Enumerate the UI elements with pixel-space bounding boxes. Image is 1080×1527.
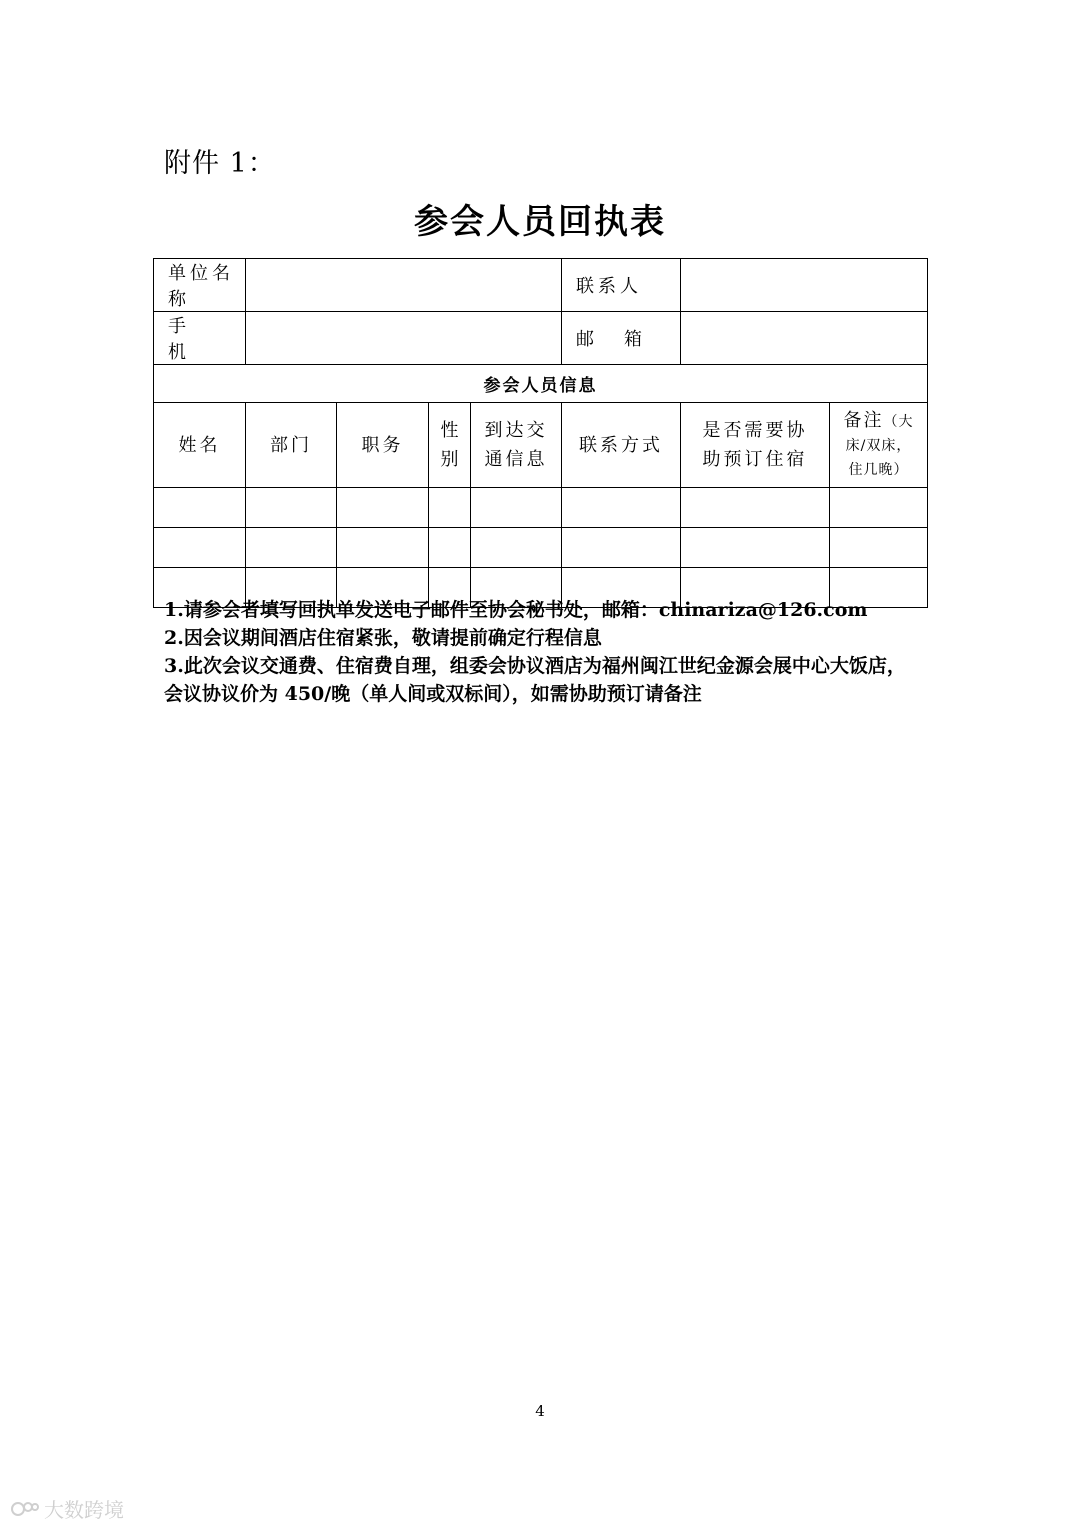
note-1: 1.请参会者填写回执单发送电子邮件至协会秘书处，邮箱：chinariza@126.com	[164, 599, 868, 621]
column-header-row	[154, 403, 928, 488]
note-3: 3.此次会议交通费、住宿费自理，组委会协议酒店为福州闽江世纪金源会展中心大饭店，会议协议价为 450/晚（单人间或双标间），如需协助预订请备注	[164, 655, 906, 705]
table-cell[interactable]	[429, 528, 471, 568]
email-field[interactable]	[681, 312, 928, 365]
col-arrival-line1: 到达交	[484, 420, 548, 441]
col-arrival-line2: 通信息	[484, 449, 548, 470]
phone-label-char-2: 机	[168, 342, 186, 363]
col-remark	[830, 403, 928, 488]
table-cell[interactable]	[246, 488, 337, 528]
table-cell[interactable]	[246, 528, 337, 568]
email-label-char-1: 邮	[576, 329, 594, 350]
col-name: 姓名	[154, 403, 246, 488]
email-label	[562, 312, 681, 365]
col-booking	[681, 403, 830, 488]
col-remark-line2: 床/双床，	[845, 438, 912, 454]
watermark-logo-icon	[10, 1498, 40, 1520]
col-gender-line2: 别	[440, 449, 459, 470]
table-cell[interactable]	[337, 528, 429, 568]
org-name-label: 单位名称	[154, 259, 246, 312]
notes-section	[164, 596, 924, 708]
email-label-char-2: 箱	[624, 329, 642, 350]
table-cell[interactable]	[154, 528, 246, 568]
table-row	[154, 488, 928, 528]
table-cell[interactable]	[830, 488, 928, 528]
org-row	[154, 259, 928, 312]
page-title: 参会人员回执表	[414, 202, 666, 242]
receipt-form-table	[153, 258, 928, 608]
col-booking-line2: 助预订住宿	[702, 449, 808, 470]
col-gender	[429, 403, 471, 488]
org-name-field[interactable]	[246, 259, 562, 312]
col-remark-line1: （大	[883, 414, 914, 430]
col-contact: 联系方式	[562, 403, 681, 488]
table-cell[interactable]	[154, 488, 246, 528]
col-arrival	[471, 403, 562, 488]
table-cell[interactable]	[562, 488, 681, 528]
col-position: 职务	[337, 403, 429, 488]
table-row	[154, 528, 928, 568]
page-number: 4	[535, 1402, 545, 1420]
phone-row	[154, 312, 928, 365]
contact-person-field[interactable]	[681, 259, 928, 312]
phone-field[interactable]	[246, 312, 562, 365]
col-remark-main: 备注	[843, 410, 884, 431]
table-cell[interactable]	[337, 488, 429, 528]
col-remark-line3: 住几晚）	[848, 462, 909, 478]
table-cell[interactable]	[681, 528, 830, 568]
phone-label	[154, 312, 246, 365]
table-cell[interactable]	[429, 488, 471, 528]
watermark-text: 大数跨境	[44, 1498, 124, 1522]
col-dept: 部门	[246, 403, 337, 488]
section-header-row	[154, 365, 928, 403]
col-booking-line1: 是否需要协	[702, 420, 808, 441]
col-gender-line1: 性	[440, 420, 459, 441]
table-cell[interactable]	[471, 528, 562, 568]
table-cell[interactable]	[681, 488, 830, 528]
phone-label-char-1: 手	[168, 316, 186, 337]
table-cell[interactable]	[830, 528, 928, 568]
table-cell[interactable]	[471, 488, 562, 528]
note-2: 2.因会议期间酒店住宿紧张，敬请提前确定行程信息	[164, 627, 602, 649]
section-title: 参会人员信息	[154, 365, 928, 403]
attachment-label: 附件 1：	[164, 148, 276, 179]
table-cell[interactable]	[562, 528, 681, 568]
watermark	[10, 1494, 124, 1523]
contact-person-label: 联系人	[562, 259, 681, 312]
